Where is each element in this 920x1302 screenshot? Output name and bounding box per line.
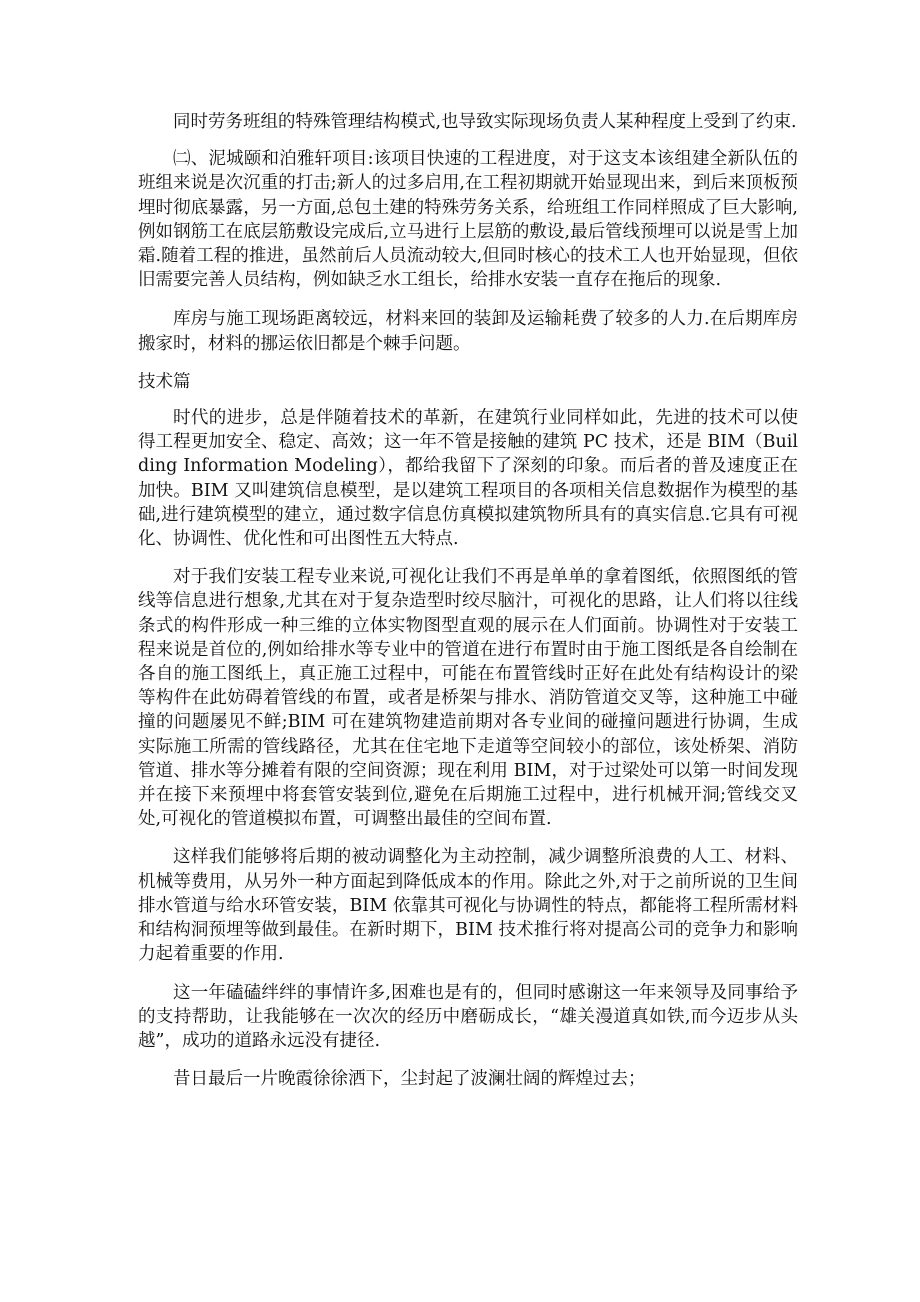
paragraph-gratitude: 这一年磕磕绊绊的事情许多,困难也是有的，但同时感谢这一年来领导及同事给予的支持帮助，让我能够在一次次的经历中磨砺成长，“雄关漫道真如铁,而今迈步从头越”，成功的道路永远没有捷径. bbox=[138, 982, 798, 1051]
paragraph-bim-intro: 时代的进步，总是伴随着技术的革新，在建筑行业同样如此，先进的技术可以使得工程更加安全、稳定、高效；这一年不管是接触的建筑 PC 技术，还是 BIM（Building Information Modeling），都给我留下了深刻的印象。而后者的普及速度正在加快。BIM 又叫建筑信息模型，是以建筑工程项目的各项相关信息数据作为模型的基础,进行建筑模型的建立，通过数字信息仿真模拟建筑物所具有的真实信息.它具有可视化、协调性、优化性和可出图性五大特点. bbox=[138, 408, 798, 550]
document-body bbox=[138, 110, 798, 1105]
paragraph-visualization-coordination: 对于我们安装工程专业来说,可视化让我们不再是单单的拿着图纸，依照图纸的管线等信息进行想象,尤其在对于复杂造型时绞尽脑汁，可视化的思路，让人们将以往线条式的构件形成一种三维的立体实物图型直观的展示在人们面前。协调性对于安装工程来说是首位的,例如给排水等专业中的管道在进行布置时由于施工图纸是各自绘制在各自的施工图纸上，真正施工过程中，可能在布置管线时正好在此处有结构设计的梁等构件在此妨碍着管线的布置，或者是桥架与排水、消防管道交叉等，这种施工中碰撞的问题屡见不鲜;BIM 可在建筑物建造前期对各专业间的碰撞问题进行协调，生成实际施工所需的管线路径，尤其在住宅地下走道等空间较小的部位，该处桥架、消防管道、排水等分摊着有限的空间资源；现在利用 BIM，对于过梁处可以第一时间发现并在接下来预埋中将套管安装到位,避免在后期施工过程中，进行机械开洞;管线交叉处,可视化的管道模拟布置，可调整出最佳的空间布置. bbox=[138, 567, 798, 830]
paragraph-warehouse: 库房与施工现场距离较远，材料来回的装卸及运输耗费了较多的人力.在后期库房搬家时，材料的挪运依旧都是个棘手问题。 bbox=[138, 309, 798, 354]
paragraph-labor-team: 同时劳务班组的特殊管理结构模式,也导致实际现场负责人某种程度上受到了约束. bbox=[173, 112, 797, 132]
paragraph-closing: 昔日最后一片晚霞徐徐洒下，尘封起了波澜壮阔的辉煌过去； bbox=[173, 1069, 646, 1090]
paragraph-cost-control: 这样我们能够将后期的被动调整化为主动控制，减少调整所浪费的人工、材料、机械等费用，从另外一种方面起到降低成本的作用。除此之外,对于之前所说的卫生间排水管道与给水环管安装，BIM 依靠其可视化与协调性的特点，都能将工程所需材料和结构洞预埋等做到最佳。在新时期下，BIM 技术推行将对提高公司的竞争力和影响力起着重要的作用. bbox=[138, 847, 798, 965]
section-heading-technology: 技术篇 bbox=[138, 371, 191, 392]
paragraph-nicheng-project: ㈡、泥城颐和泊雅轩项目:该项目快速的工程进度，对于这支本该组建全新队伍的班组来说是次沉重的打击;新人的过多启用,在工程初期就开始显现出来，到后来顶板预埋时彻底暴露，另一方面,总包土建的特殊劳务关系，给班组工作同样照成了巨大影响,例如钢筋工在底层筋敷设完成后,立马进行上层筋的敷设,最后管线预埋可以说是雪上加霜.随着工程的推进，虽然前后人员流动较大,但同时核心的技术工人也开始显现，但依旧需要完善人员结构，例如缺乏水工组长，给排水安装一直存在拖后的现象. bbox=[138, 149, 798, 291]
